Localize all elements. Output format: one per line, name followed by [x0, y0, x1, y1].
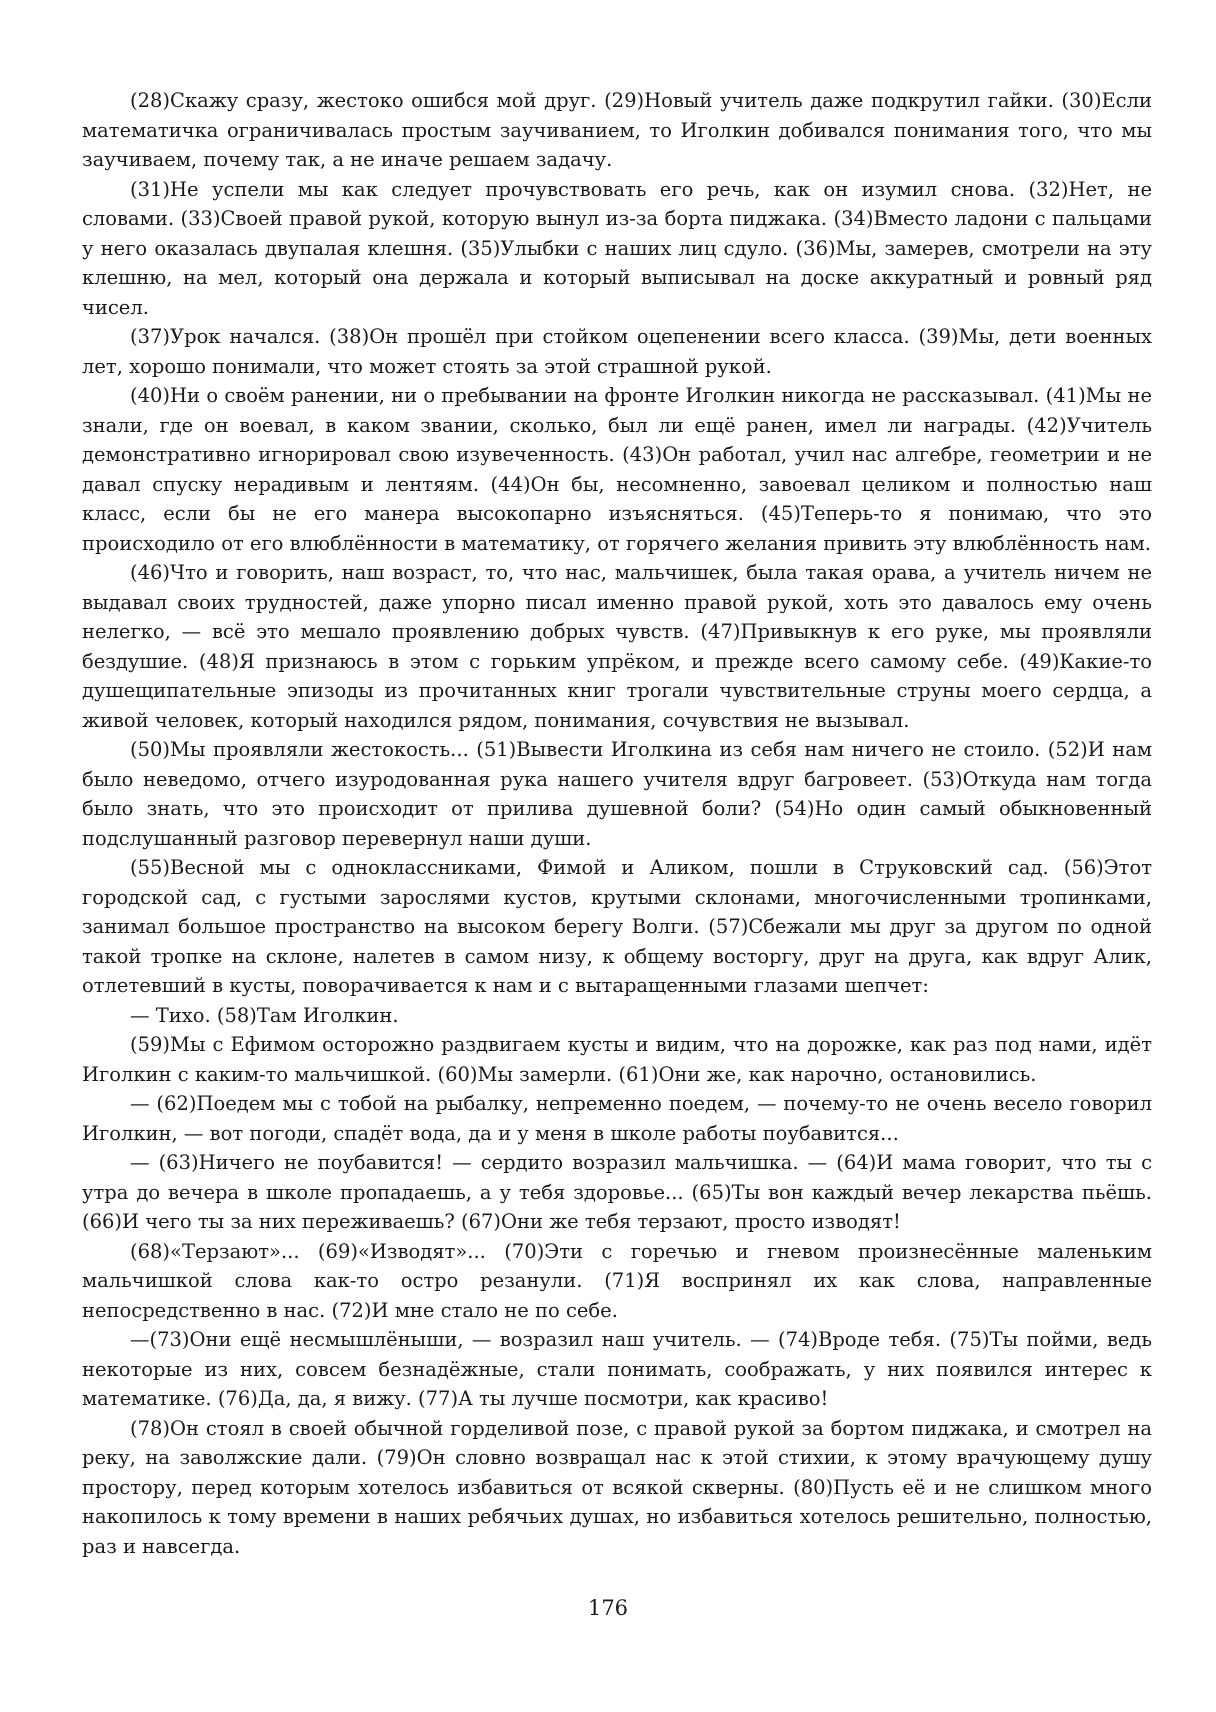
- paragraph-40-45: (40)Ни о своём ранении, ни о пребывании на фронте Иголкин никогда не рассказывал. (41)Мы не знали, где он воевал, в каком звании, сколько, был ли ещё ранен, имел ли награды. (42)Учитель демонстративно игнорировал свою изувеченность. (43)Он работал, учил нас алгебре, геометрии и не давал спуску нерадивым и лентяям. (44)Он бы, несомненно, завоевал целиком и полностью наш класс, если бы не его манера высокопарно изъясняться. (45)Теперь-то я понимаю, что это происходило от его влюблённости в математику, от горячего желания привить эту влюблённость нам.: [82, 384, 1152, 555]
- paragraph-78-80: (78)Он стоял в своей обычной горделивой позе, с правой рукой за бортом пиджака, и смотрел на реку, на заволжские дали. (79)Он словно возвращал нас к этой стихии, к этому врачующему душу простору, перед которым хотелось избавиться от всякой скверны. (80)Пусть её и не слишком много накопилось к тому времени в наших ребячьих душах, но избавиться хотелось решительно, полностью, раз и навсегда.: [82, 1416, 1152, 1558]
- paragraph-50-54: (50)Мы проявляли жестокость... (51)Вывести Иголкина из себя нам ничего не стоило. (52)И нам было неведомо, отчего изуродованная рука нашего учителя вдруг багровеет. (53)Откуда нам тогда было знать, что это происходит от прилива душевной боли? (54)Но один самый обыкновенный подслушанный разговор перевернул наши души.: [82, 738, 1152, 850]
- paragraph-28-30: (28)Скажу сразу, жестоко ошибся мой друг. (29)Новый учитель даже подкрутил гайки. (30)Если математичка ограничивалась простым заучиванием, то Иголкин добивался понимания того, что мы заучиваем, почему так, а не иначе решаем задачу.: [82, 89, 1152, 171]
- paragraph-62: — (62)Поедем мы с тобой на рыбалку, непременно поедем, — почему-то не очень весело говорил Иголкин, — вот погоди, спадёт вода, да и у меня в школе работы поубавится...: [82, 1092, 1152, 1145]
- paragraph-55-57: (55)Весной мы с одноклассниками, Фимой и Аликом, пошли в Струковский сад. (56)Этот городской сад, с густыми зарослями кустов, крутыми склонами, многочисленными тропинками, занимал большое пространство на высоком берегу Волги. (57)Сбежали мы друг за другом по одной такой тропке на склоне, налетев в самом низу, к общему восторгу, друг на друга, как вдруг Алик, отлетевший в кусты, поворачивается к нам и с вытаращенными глазами шепчет:: [82, 856, 1152, 997]
- paragraph-68-72: (68)«Терзают»... (69)«Изводят»... (70)Эти с горечью и гневом произнесённые маленьким мальчишкой слова как-то остро резанули. (71)Я воспринял их как слова, направленные непосредственно в нас. (72)И мне стало не по себе.: [82, 1239, 1152, 1322]
- document-body: [82, 86, 1152, 1561]
- paragraph-46-49: (46)Что и говорить, наш возраст, то, что нас, мальчишек, была такая орава, а учитель ничем не выдавал своих трудностей, даже упорно писал именно правой рукой, хоть это давалось ему очень нелегко, — всё это мешало проявлению добрых чувств. (47)Привыкнув к его руке, мы проявляли бездушие. (48)Я признаюсь в этом с горьким упрёком, и прежде всего самому себе. (49)Какие-то душещипательные эпизоды из прочитанных книг трогали чувствительные струны моего сердца, а живой человек, который находился рядом, понимания, сочувствия не вызывал.: [82, 561, 1152, 732]
- paragraph-58: — Тихо. (58)Там Иголкин.: [130, 1003, 399, 1027]
- paragraph-31-36: (31)Не успели мы как следует прочувствовать его речь, как он изумил снова. (32)Нет, не словами. (33)Своей правой рукой, которую вынул из-за борта пиджака. (34)Вместо ладони с пальцами у него оказалась двупалая клешня. (35)Улыбки с наших лиц сдуло. (36)Мы, замерев, смотрели на эту клешню, на мел, который она держала и который выписывал на доске аккуратный и ровный ряд чисел.: [82, 177, 1152, 319]
- paragraph-59-61: (59)Мы с Ефимом осторожно раздвигаем кусты и видим, что на дорожке, как раз под нами, идёт Иголкин с каким-то мальчишкой. (60)Мы замерли. (61)Они же, как нарочно, остановились.: [82, 1033, 1152, 1086]
- paragraph-73-77: —(73)Они ещё несмышлёныши, — возразил наш учитель. — (74)Вроде тебя. (75)Ты пойми, ведь некоторые из них, совсем безнадёжные, стали понимать, соображать, у них появился интерес к математике. (76)Да, да, я вижу. (77)А ты лучше посмотри, как красиво!: [82, 1328, 1152, 1410]
- page-number: 176: [587, 1596, 629, 1620]
- paragraph-37-39: (37)Урок начался. (38)Он прошёл при стойком оцепенении всего класса. (39)Мы, дети военных лет, хорошо понимали, что может стоять за этой страшной рукой.: [82, 325, 1152, 378]
- paragraph-63-67: — (63)Ничего не поубавится! — сердито возразил мальчишка. — (64)И мама говорит, что ты с утра до вечера в школе пропадаешь, а у тебя здоровье... (65)Ты вон каждый вечер лекарства пьёшь. (66)И чего ты за них переживаешь? (67)Они же тебя терзают, просто изводят!: [82, 1151, 1152, 1233]
